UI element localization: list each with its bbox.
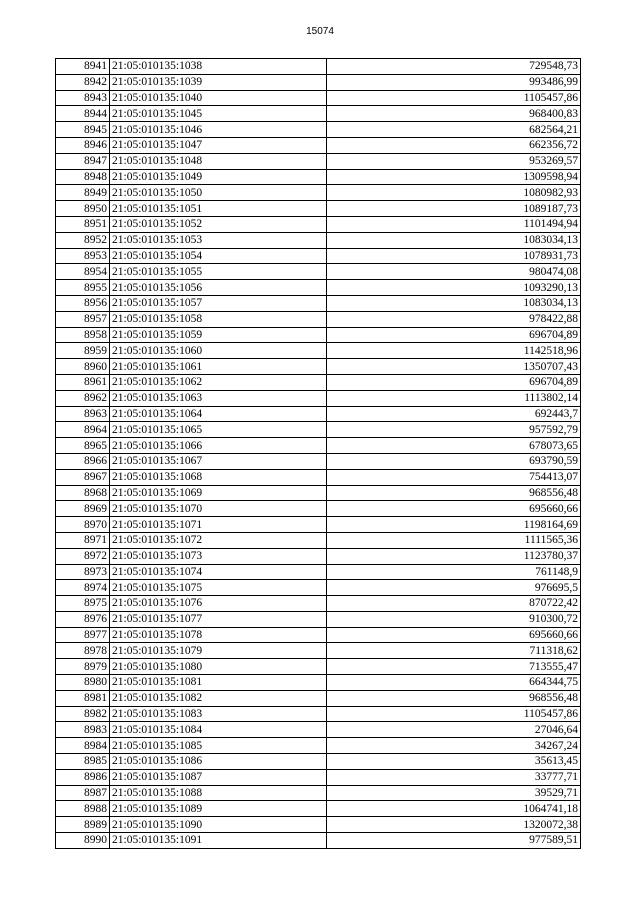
table-row: [56, 74, 581, 90]
table-row: [56, 643, 581, 659]
cadastral-value: 953269,57: [327, 153, 581, 169]
cadastral-number: 21:05:010135:1079: [110, 643, 327, 659]
table-row: [56, 817, 581, 833]
cadastral-value: 1064741,18: [327, 801, 581, 817]
cadastral-number: 21:05:010135:1087: [110, 769, 327, 785]
row-number: 8987: [56, 785, 110, 801]
row-number: 8980: [56, 675, 110, 691]
table-row: [56, 374, 581, 390]
row-number: 8986: [56, 769, 110, 785]
cadastral-number: 21:05:010135:1051: [110, 201, 327, 217]
cadastral-value: 35613,45: [327, 754, 581, 770]
cadastral-value: 980474,08: [327, 264, 581, 280]
cadastral-value: 33777,71: [327, 769, 581, 785]
cadastral-value: 1080982,93: [327, 185, 581, 201]
cadastral-number: 21:05:010135:1062: [110, 374, 327, 390]
cadastral-number: 21:05:010135:1049: [110, 169, 327, 185]
row-number: 8984: [56, 738, 110, 754]
cadastral-number: 21:05:010135:1065: [110, 422, 327, 438]
table-row: [56, 532, 581, 548]
row-number: 8964: [56, 422, 110, 438]
row-number: 8959: [56, 343, 110, 359]
cadastral-value: 1093290,13: [327, 280, 581, 296]
table-row: [56, 359, 581, 375]
registry-table-body: [56, 59, 581, 849]
cadastral-number: 21:05:010135:1071: [110, 517, 327, 533]
cadastral-value: 761148,9: [327, 564, 581, 580]
registry-table: [55, 58, 581, 849]
row-number: 8953: [56, 248, 110, 264]
table-row: [56, 833, 581, 849]
table-row: [56, 59, 581, 75]
cadastral-number: 21:05:010135:1083: [110, 706, 327, 722]
table-row: [56, 153, 581, 169]
table-row: [56, 453, 581, 469]
cadastral-number: 21:05:010135:1090: [110, 817, 327, 833]
cadastral-value: 968556,48: [327, 485, 581, 501]
row-number: 8955: [56, 280, 110, 296]
row-number: 8956: [56, 295, 110, 311]
row-number: 8944: [56, 106, 110, 122]
row-number: 8979: [56, 659, 110, 675]
table-row: [56, 248, 581, 264]
row-number: 8948: [56, 169, 110, 185]
cadastral-value: 754413,07: [327, 469, 581, 485]
table-row: [56, 216, 581, 232]
cadastral-value: 682564,21: [327, 122, 581, 138]
table-row: [56, 390, 581, 406]
table-row: [56, 548, 581, 564]
cadastral-value: 957592,79: [327, 422, 581, 438]
table-row: [56, 343, 581, 359]
row-number: 8943: [56, 90, 110, 106]
cadastral-number: 21:05:010135:1055: [110, 264, 327, 280]
cadastral-value: 678073,65: [327, 438, 581, 454]
cadastral-value: 1083034,13: [327, 232, 581, 248]
table-row: [56, 311, 581, 327]
table-row: [56, 280, 581, 296]
cadastral-number: 21:05:010135:1072: [110, 532, 327, 548]
cadastral-number: 21:05:010135:1089: [110, 801, 327, 817]
row-number: 8988: [56, 801, 110, 817]
row-number: 8974: [56, 580, 110, 596]
table-row: [56, 106, 581, 122]
cadastral-value: 696704,89: [327, 327, 581, 343]
row-number: 8971: [56, 532, 110, 548]
row-number: 8946: [56, 137, 110, 153]
table-row: [56, 517, 581, 533]
table-row: [56, 169, 581, 185]
row-number: 8957: [56, 311, 110, 327]
cadastral-value: 711318,62: [327, 643, 581, 659]
cadastral-value: 1320072,38: [327, 817, 581, 833]
cadastral-value: 1198164,69: [327, 517, 581, 533]
row-number: 8962: [56, 390, 110, 406]
cadastral-number: 21:05:010135:1084: [110, 722, 327, 738]
table-row: [56, 327, 581, 343]
table-row: [56, 501, 581, 517]
cadastral-value: 693790,59: [327, 453, 581, 469]
table-row: [56, 564, 581, 580]
cadastral-number: 21:05:010135:1073: [110, 548, 327, 564]
table-row: [56, 738, 581, 754]
cadastral-value: 692443,7: [327, 406, 581, 422]
row-number: 8963: [56, 406, 110, 422]
table-row: [56, 801, 581, 817]
cadastral-number: 21:05:010135:1069: [110, 485, 327, 501]
cadastral-number: 21:05:010135:1056: [110, 280, 327, 296]
cadastral-value: 968400,83: [327, 106, 581, 122]
cadastral-value: 662356,72: [327, 137, 581, 153]
cadastral-number: 21:05:010135:1077: [110, 611, 327, 627]
cadastral-number: 21:05:010135:1067: [110, 453, 327, 469]
table-row: [56, 201, 581, 217]
row-number: 8949: [56, 185, 110, 201]
table-row: [56, 611, 581, 627]
table-row: [56, 580, 581, 596]
table-row: [56, 137, 581, 153]
table-row: [56, 406, 581, 422]
cadastral-number: 21:05:010135:1050: [110, 185, 327, 201]
cadastral-number: 21:05:010135:1082: [110, 690, 327, 706]
row-number: 8945: [56, 122, 110, 138]
table-row: [56, 422, 581, 438]
row-number: 8970: [56, 517, 110, 533]
table-row: [56, 438, 581, 454]
cadastral-value: 1089187,73: [327, 201, 581, 217]
row-number: 8969: [56, 501, 110, 517]
row-number: 8978: [56, 643, 110, 659]
cadastral-value: 27046,64: [327, 722, 581, 738]
row-number: 8961: [56, 374, 110, 390]
cadastral-value: 1083034,13: [327, 295, 581, 311]
cadastral-value: 978422,88: [327, 311, 581, 327]
row-number: 8947: [56, 153, 110, 169]
table-row: [56, 659, 581, 675]
table-row: [56, 469, 581, 485]
cadastral-number: 21:05:010135:1070: [110, 501, 327, 517]
cadastral-value: 664344,75: [327, 675, 581, 691]
cadastral-number: 21:05:010135:1046: [110, 122, 327, 138]
row-number: 8972: [56, 548, 110, 564]
table-row: [56, 722, 581, 738]
cadastral-number: 21:05:010135:1086: [110, 754, 327, 770]
cadastral-number: 21:05:010135:1064: [110, 406, 327, 422]
cadastral-value: 1123780,37: [327, 548, 581, 564]
table-row: [56, 122, 581, 138]
cadastral-value: 695660,66: [327, 627, 581, 643]
row-number: 8990: [56, 833, 110, 849]
cadastral-number: 21:05:010135:1040: [110, 90, 327, 106]
table-row: [56, 627, 581, 643]
table-row: [56, 264, 581, 280]
cadastral-value: 870722,42: [327, 596, 581, 612]
table-row: [56, 232, 581, 248]
row-number: 8983: [56, 722, 110, 738]
cadastral-value: 968556,48: [327, 690, 581, 706]
row-number: 8941: [56, 59, 110, 75]
row-number: 8958: [56, 327, 110, 343]
row-number: 8966: [56, 453, 110, 469]
row-number: 8981: [56, 690, 110, 706]
cadastral-value: 1350707,43: [327, 359, 581, 375]
cadastral-number: 21:05:010135:1058: [110, 311, 327, 327]
cadastral-number: 21:05:010135:1076: [110, 596, 327, 612]
row-number: 8982: [56, 706, 110, 722]
cadastral-number: 21:05:010135:1075: [110, 580, 327, 596]
row-number: 8973: [56, 564, 110, 580]
cadastral-value: 729548,73: [327, 59, 581, 75]
table-row: [56, 485, 581, 501]
cadastral-number: 21:05:010135:1085: [110, 738, 327, 754]
row-number: 8954: [56, 264, 110, 280]
cadastral-number: 21:05:010135:1088: [110, 785, 327, 801]
table-row: [56, 675, 581, 691]
table-row: [56, 754, 581, 770]
cadastral-number: 21:05:010135:1066: [110, 438, 327, 454]
cadastral-value: 1309598,94: [327, 169, 581, 185]
cadastral-value: 39529,71: [327, 785, 581, 801]
cadastral-number: 21:05:010135:1068: [110, 469, 327, 485]
cadastral-value: 713555,47: [327, 659, 581, 675]
cadastral-number: 21:05:010135:1078: [110, 627, 327, 643]
table-row: [56, 185, 581, 201]
cadastral-number: 21:05:010135:1052: [110, 216, 327, 232]
cadastral-number: 21:05:010135:1081: [110, 675, 327, 691]
row-number: 8960: [56, 359, 110, 375]
cadastral-number: 21:05:010135:1061: [110, 359, 327, 375]
row-number: 8975: [56, 596, 110, 612]
cadastral-value: 976695,5: [327, 580, 581, 596]
row-number: 8967: [56, 469, 110, 485]
cadastral-number: 21:05:010135:1053: [110, 232, 327, 248]
cadastral-value: 1113802,14: [327, 390, 581, 406]
cadastral-number: 21:05:010135:1057: [110, 295, 327, 311]
cadastral-value: 1105457,86: [327, 90, 581, 106]
table-row: [56, 90, 581, 106]
cadastral-value: 1105457,86: [327, 706, 581, 722]
cadastral-number: 21:05:010135:1060: [110, 343, 327, 359]
row-number: 8950: [56, 201, 110, 217]
cadastral-value: 695660,66: [327, 501, 581, 517]
table-row: [56, 690, 581, 706]
row-number: 8952: [56, 232, 110, 248]
cadastral-number: 21:05:010135:1054: [110, 248, 327, 264]
cadastral-number: 21:05:010135:1063: [110, 390, 327, 406]
cadastral-number: 21:05:010135:1080: [110, 659, 327, 675]
row-number: 8942: [56, 74, 110, 90]
table-row: [56, 596, 581, 612]
cadastral-value: 993486,99: [327, 74, 581, 90]
cadastral-number: 21:05:010135:1047: [110, 137, 327, 153]
row-number: 8977: [56, 627, 110, 643]
row-number: 8976: [56, 611, 110, 627]
row-number: 8965: [56, 438, 110, 454]
page-number: 15074: [306, 26, 334, 37]
table-row: [56, 769, 581, 785]
cadastral-value: 1142518,96: [327, 343, 581, 359]
cadastral-number: 21:05:010135:1048: [110, 153, 327, 169]
cadastral-value: 910300,72: [327, 611, 581, 627]
row-number: 8989: [56, 817, 110, 833]
cadastral-value: 1111565,36: [327, 532, 581, 548]
row-number: 8985: [56, 754, 110, 770]
table-row: [56, 295, 581, 311]
cadastral-number: 21:05:010135:1038: [110, 59, 327, 75]
cadastral-number: 21:05:010135:1045: [110, 106, 327, 122]
cadastral-number: 21:05:010135:1074: [110, 564, 327, 580]
cadastral-value: 977589,51: [327, 833, 581, 849]
cadastral-value: 1078931,73: [327, 248, 581, 264]
cadastral-value: 34267,24: [327, 738, 581, 754]
cadastral-value: 696704,89: [327, 374, 581, 390]
row-number: 8951: [56, 216, 110, 232]
row-number: 8968: [56, 485, 110, 501]
cadastral-value: 1101494,94: [327, 216, 581, 232]
table-row: [56, 706, 581, 722]
cadastral-number: 21:05:010135:1039: [110, 74, 327, 90]
cadastral-number: 21:05:010135:1059: [110, 327, 327, 343]
table-row: [56, 785, 581, 801]
cadastral-number: 21:05:010135:1091: [110, 833, 327, 849]
